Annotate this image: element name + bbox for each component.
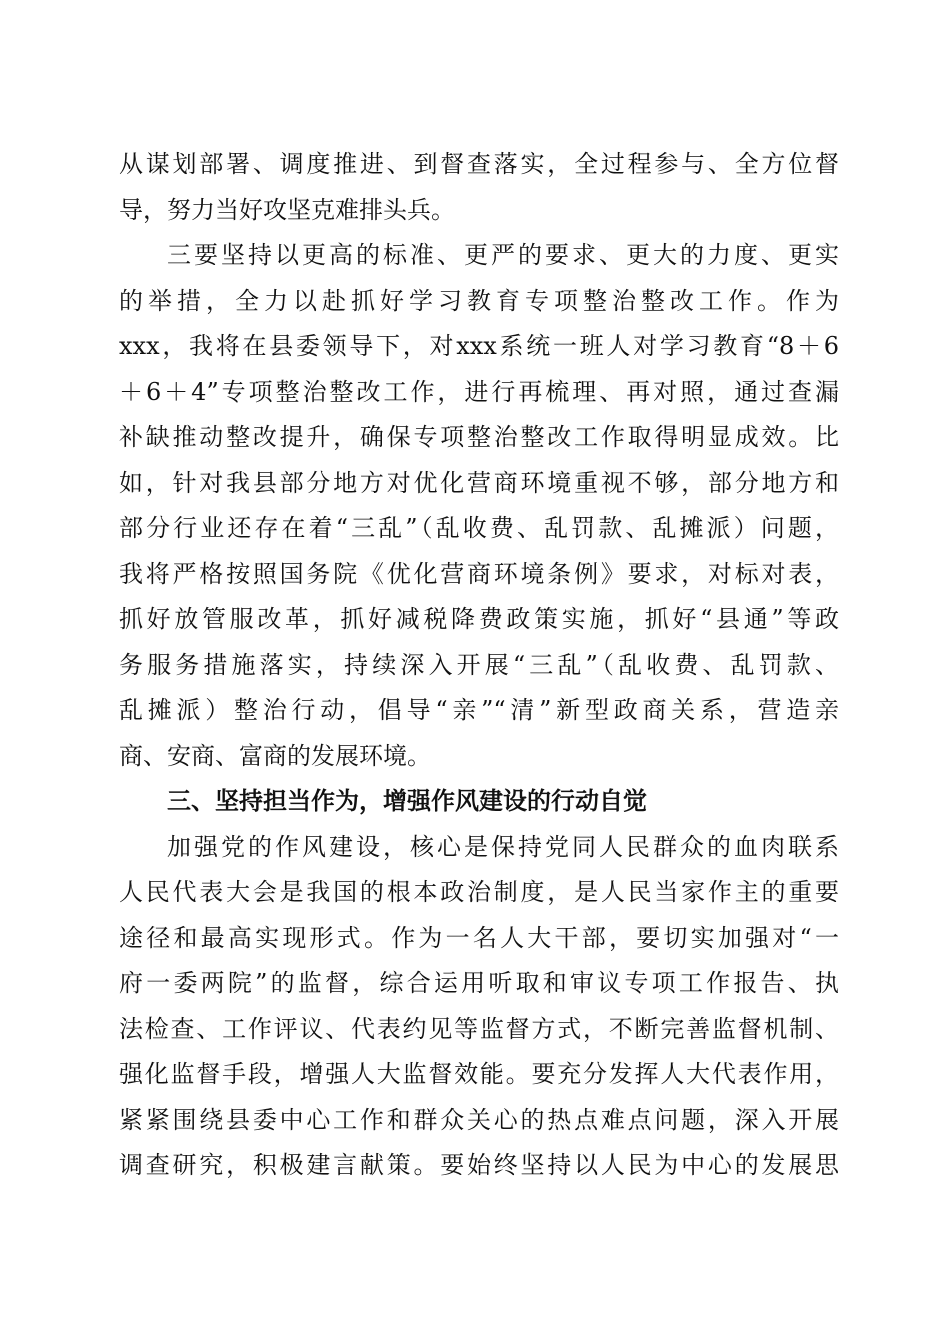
paragraph-2-line-10: 务服务措施落实，持续深入开展“三乱”（乱收费、乱罚款、	[119, 651, 839, 679]
paragraph-3-line-2: 人民代表大会是我国的根本政治制度，是人民当家作主的重要	[119, 878, 839, 906]
paragraph-2-line-5: 补缺推动整改提升，确保专项整治整改工作取得明显成效。比	[119, 423, 839, 451]
paragraph-2-line-4: ＋6＋4”专项整治整改工作，进行再梳理、再对照，通过查漏	[119, 378, 839, 406]
paragraph-3-line-7: 紧紧围绕县委中心工作和群众关心的热点难点问题，深入开展	[119, 1106, 839, 1134]
section-heading: 三、坚持担当作为，增强作风建设的行动自觉	[167, 787, 647, 815]
paragraph-2-line-2: 的举措，全力以赴抓好学习教育专项整治整改工作。作为	[119, 287, 839, 315]
paragraph-2-line-11: 乱摊派）整治行动，倡导“亲”“清”新型政商关系，营造亲	[119, 696, 839, 724]
paragraph-3-line-3: 途径和最高实现形式。作为一名人大干部，要切实加强对“一	[119, 924, 839, 952]
paragraph-3-line-1: 加强党的作风建设，核心是保持党同人民群众的血肉联系	[167, 833, 839, 861]
paragraph-2-line-3: xxx，我将在县委领导下，对xxx系统一班人对学习教育“8＋6	[119, 332, 839, 360]
paragraph-2-line-9: 抓好放管服改革，抓好减税降费政策实施，抓好“县通”等政	[119, 605, 839, 633]
paragraph-2-line-8: 我将严格按照国务院《优化营商环境条例》要求，对标对表，	[119, 560, 839, 588]
paragraph-2-line-7: 部分行业还存在着“三乱”（乱收费、乱罚款、乱摊派）问题，	[119, 514, 839, 542]
paragraph-3-line-4: 府一委两院”的监督，综合运用听取和审议专项工作报告、执	[119, 969, 839, 997]
paragraph-1-line-2: 导，努力当好攻坚克难排头兵。	[119, 196, 455, 224]
paragraph-3-line-6: 强化监督手段，增强人大监督效能。要充分发挥人大代表作用，	[119, 1060, 839, 1088]
paragraph-2-line-6: 如，针对我县部分地方对优化营商环境重视不够，部分地方和	[119, 469, 839, 497]
paragraph-3-line-5: 法检查、工作评议、代表约见等监督方式，不断完善监督机制、	[119, 1015, 839, 1043]
paragraph-1-line-1: 从谋划部署、调度推进、到督查落实，全过程参与、全方位督	[119, 150, 839, 178]
paragraph-2-line-12: 商、安商、富商的发展环境。	[119, 742, 431, 770]
paragraph-3-line-8: 调查研究，积极建言献策。要始终坚持以人民为中心的发展思	[119, 1151, 839, 1179]
paragraph-2-line-1: 三要坚持以更高的标准、更严的要求、更大的力度、更实	[167, 241, 839, 269]
